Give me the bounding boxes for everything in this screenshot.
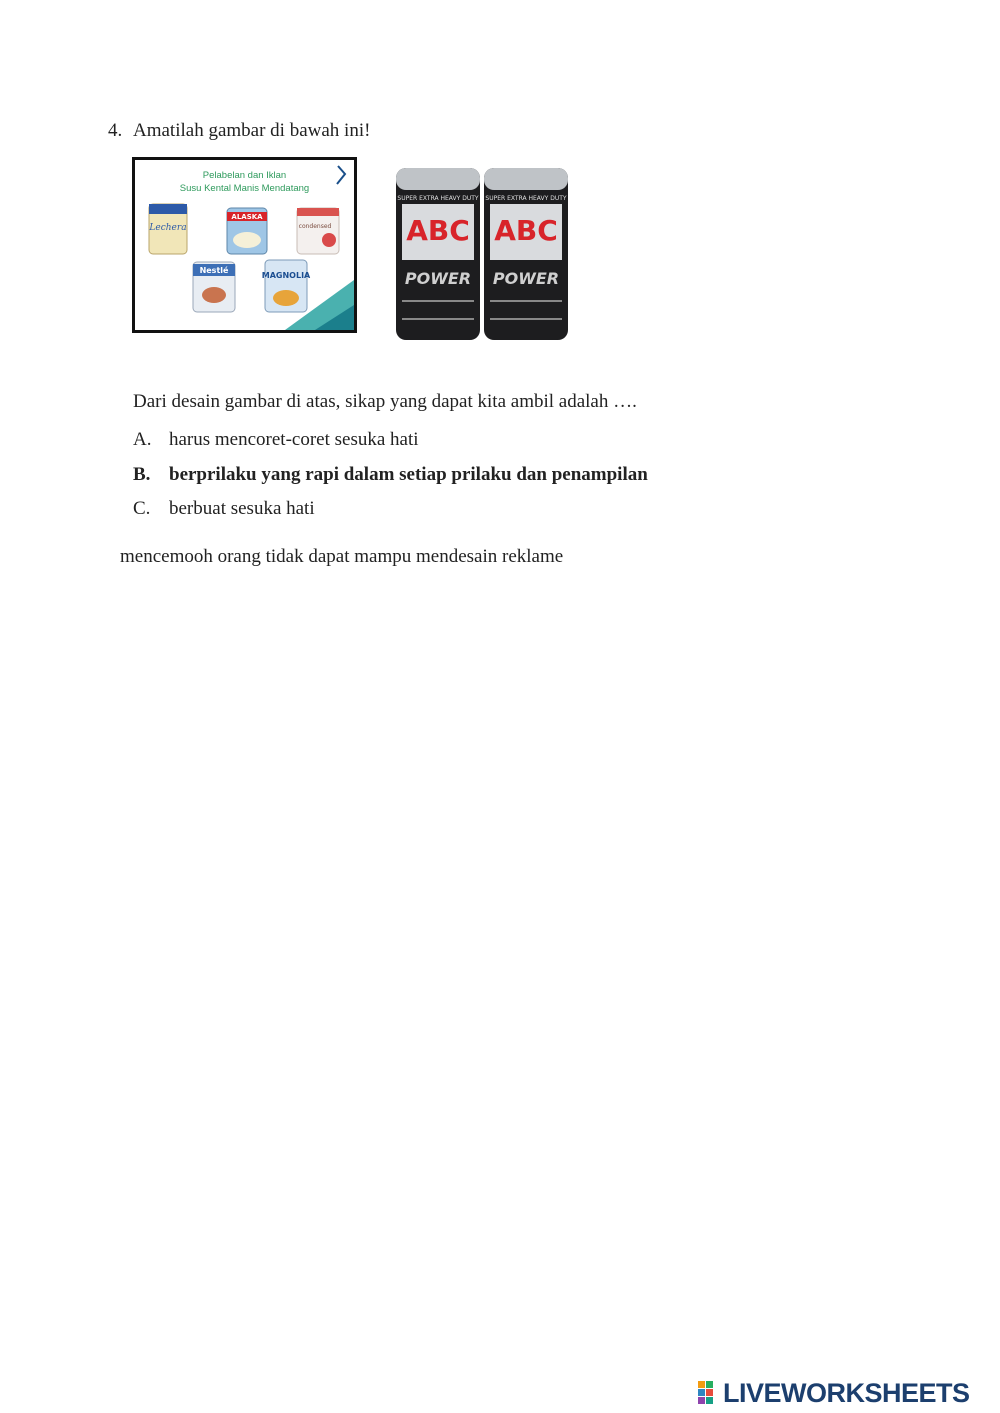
liveworksheets-logo-text: LIVEWORKSHEETS: [723, 1377, 970, 1408]
option-a-text: harus mencoret-coret sesuka hati: [169, 429, 419, 450]
question-text: Amatilah gambar di bawah ini!: [133, 120, 371, 141]
liveworksheets-logo: [697, 1378, 970, 1408]
svg-text:ABC: ABC: [494, 214, 558, 247]
liveworksheets-logo-icon: [697, 1380, 723, 1406]
svg-text:ALASKA: ALASKA: [231, 213, 263, 221]
svg-text:SUPER EXTRA HEAVY DUTY: SUPER EXTRA HEAVY DUTY: [485, 195, 567, 202]
option-a[interactable]: [133, 429, 419, 451]
option-b[interactable]: [133, 464, 648, 486]
option-b-text: berprilaku yang rapi dalam setiap prilaku dan penampilan: [169, 464, 648, 485]
battery-left: [396, 168, 480, 340]
question-prompt: Dari desain gambar di atas, sikap yang dapat kita ambil adalah ….: [133, 391, 637, 412]
milk-cans-illustration: [135, 160, 354, 330]
svg-text:POWER: POWER: [492, 269, 560, 288]
question-number: 4.: [108, 120, 123, 141]
svg-text:Lechera: Lechera: [149, 223, 187, 233]
option-b-letter: B.: [133, 464, 151, 485]
condensed-milk-image: [132, 157, 357, 333]
option-a-letter: A.: [133, 429, 152, 450]
svg-text:MAGNOLIA: MAGNOLIA: [261, 271, 311, 280]
battery-right: [484, 168, 568, 340]
svg-text:POWER: POWER: [404, 269, 472, 288]
option-c-letter: C.: [133, 498, 151, 519]
question-header: [108, 120, 370, 142]
svg-text:Nestlé: Nestlé: [199, 266, 229, 275]
svg-text:ABC: ABC: [406, 214, 470, 247]
option-c-text: berbuat sesuka hati: [169, 498, 315, 519]
svg-text:SUPER EXTRA HEAVY DUTY: SUPER EXTRA HEAVY DUTY: [397, 195, 479, 202]
abc-batteries-illustration: [392, 160, 572, 342]
milk-image-title-1: Pelabelan dan Iklan: [202, 170, 287, 181]
stray-option-text: mencemooh orang tidak dapat mampu mendesain reklame: [120, 546, 564, 567]
battery-image: [392, 160, 572, 342]
milk-image-title-2: Susu Kental Manis Mendatang: [179, 183, 310, 194]
option-c[interactable]: [133, 498, 315, 520]
svg-text:condensed: condensed: [298, 223, 332, 230]
